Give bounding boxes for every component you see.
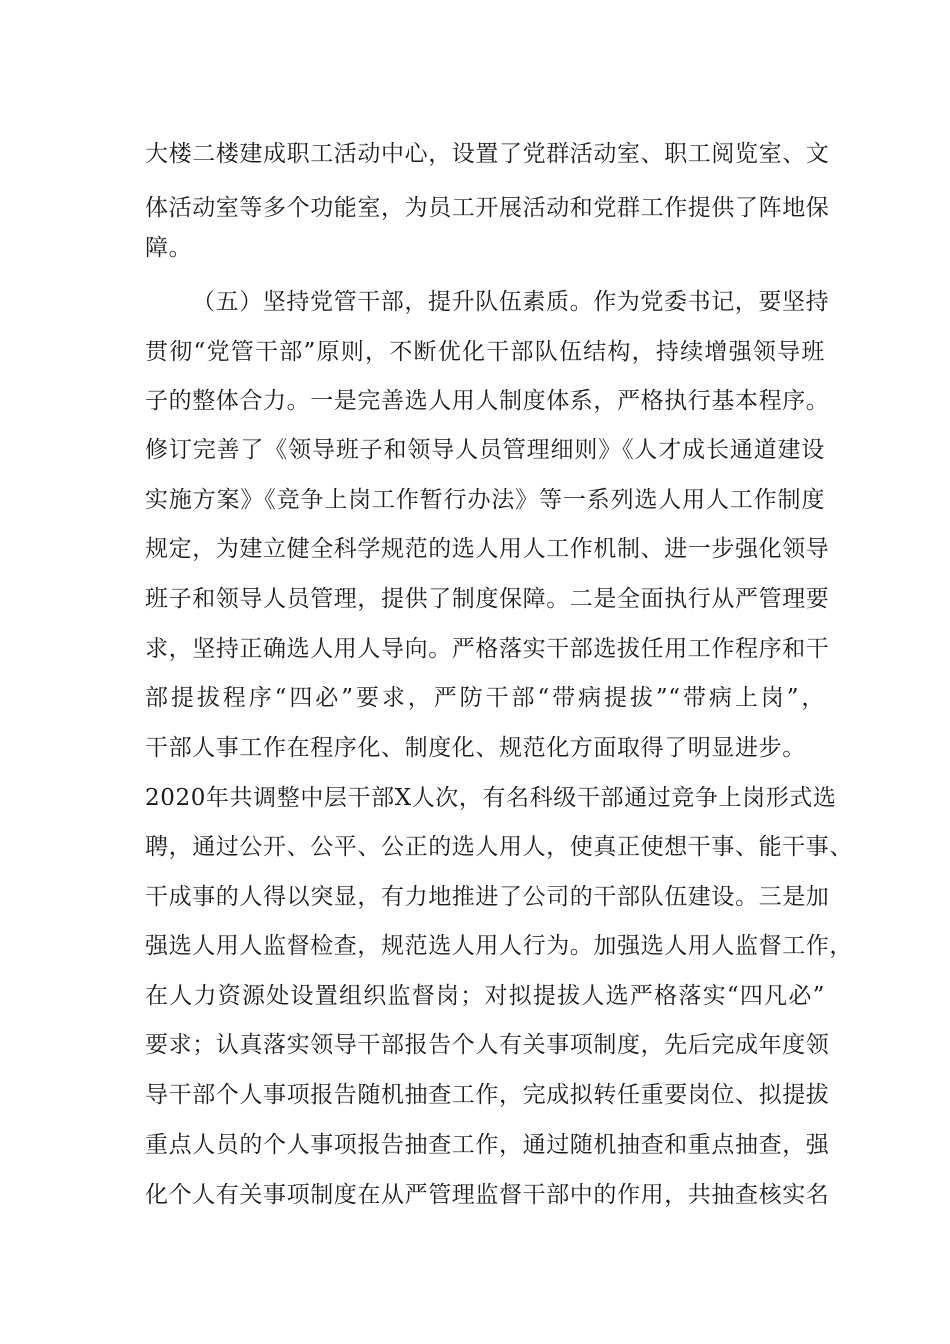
body-text-line: 部提拔程序“四必”要求，严防干部“带病提拔”“带病上岗”， — [145, 685, 825, 711]
body-text-line: 化个人有关事项制度在从严管理监督干部中的作用，共抽查核实名 — [145, 1182, 830, 1208]
body-text-line: 实施方案》《竞争上岗工作暂行办法》等一系列选人用人工作制度 — [145, 487, 825, 513]
body-text-line: 体活动室等多个功能室，为员工开展活动和党群工作提供了阵地保 — [145, 195, 830, 221]
body-text-line: 子的整体合力。一是完善选人用人制度体系，严格执行基本程序。 — [145, 388, 830, 414]
body-text-line: 大楼二楼建成职工活动中心，设置了党群活动室、职工阅览室、文 — [145, 141, 830, 167]
body-text-line: 贯彻“党管干部”原则，不断优化干部队伍结构，持续增强领导班 — [145, 339, 825, 365]
body-text-line: 2020年共调整中层干部X人次，有名科级干部通过竞争上岗形式选 — [145, 785, 837, 811]
section-heading-line: （五）坚持党管干部，提升队伍素质。作为党委书记，要坚持 — [192, 289, 830, 315]
body-text-line: 干部人事工作在程序化、制度化、规范化方面取得了明显进步。 — [145, 735, 806, 761]
body-text-line: 强选人用人监督检查，规范选人用人行为。加强选人用人监督工作， — [145, 933, 853, 959]
body-text-line: 规定，为建立健全科学规范的选人用人工作机制、进一步强化领导 — [145, 536, 830, 562]
body-text-line: 干成事的人得以突显，有力地推进了公司的干部队伍建设。三是加 — [145, 884, 830, 910]
body-text-line: 修订完善了《领导班子和领导人员管理细则》《人才成长通道建设 — [145, 437, 825, 463]
body-text-line: 要求；认真落实领导干部报告个人有关事项制度，先后完成年度领 — [145, 1032, 830, 1058]
body-text-line: 导干部个人事项报告随机抽查工作，完成拟转任重要岗位、拟提拔 — [145, 1082, 830, 1108]
body-text-line: 求，坚持正确选人用人导向。严格落实干部选拔任用工作程序和干 — [145, 636, 830, 662]
body-text-line: 班子和领导人员管理，提供了制度保障。二是全面执行从严管理要 — [145, 586, 830, 612]
body-text-line: 聘，通过公开、公平、公正的选人用人，使真正使想干事、能干事、 — [145, 834, 853, 860]
body-text-line: 障。 — [145, 235, 193, 261]
body-text-line: 在人力资源处设置组织监督岗；对拟提拔人选严格落实“四凡必” — [145, 983, 825, 1009]
body-text-line: 重点人员的个人事项报告抽查工作，通过随机抽查和重点抽查，强 — [145, 1132, 830, 1158]
